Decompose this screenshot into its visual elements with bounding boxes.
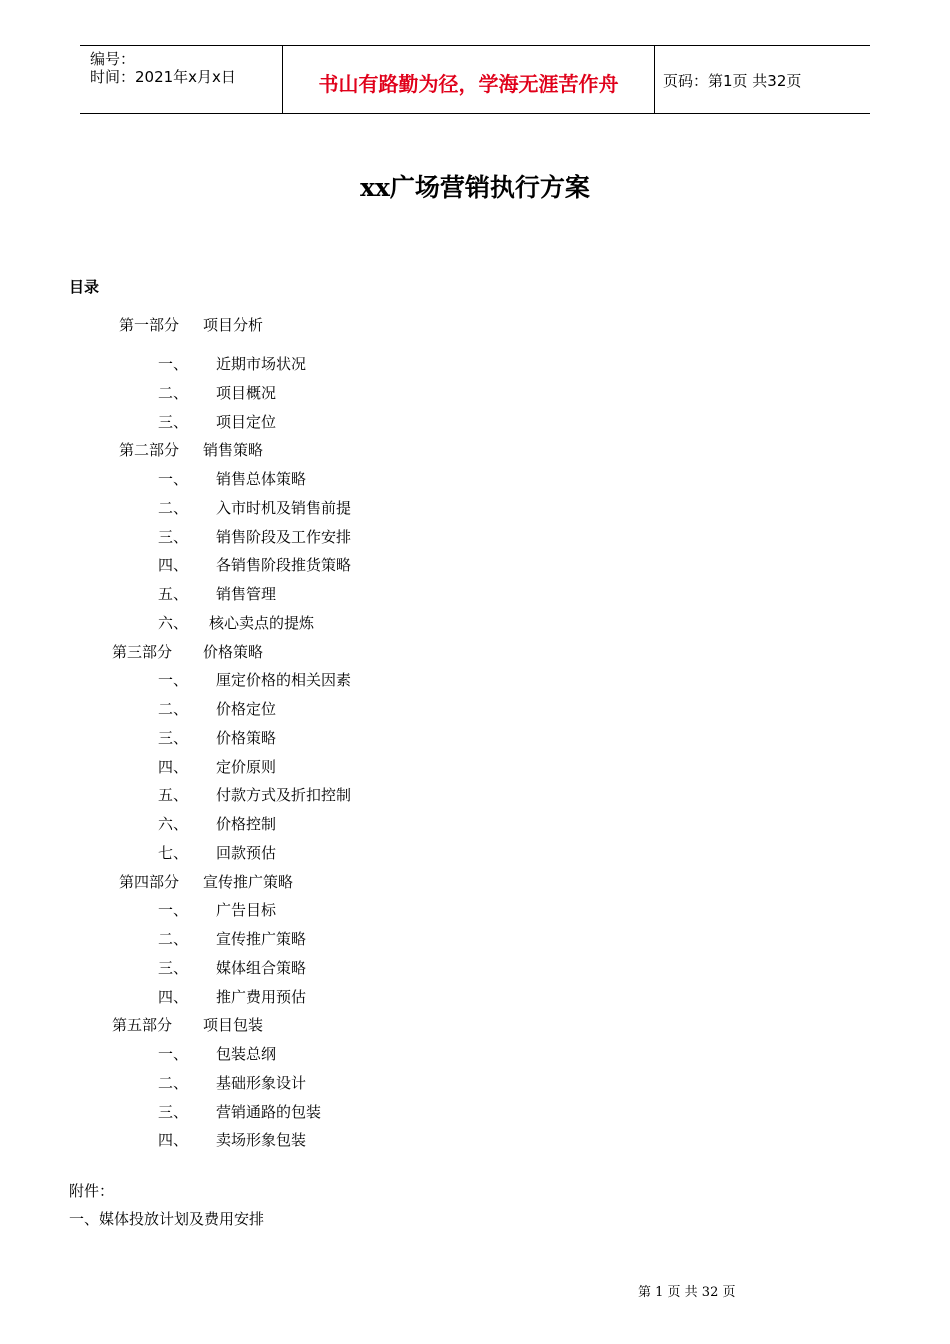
toc-row-title: 销售总体策略 [216, 470, 307, 488]
toc-row-title: 销售阶段及工作安排 [216, 527, 352, 546]
document-number-label: 编号： [90, 50, 136, 68]
toc-row-number: 一、 [158, 671, 189, 690]
toc-row-title: 宣传推广策略 [203, 872, 294, 891]
toc-part-row [0, 871, 600, 893]
toc-row-number: 二、 [158, 700, 189, 718]
toc-row-title: 营销通路的包装 [216, 1102, 322, 1121]
toc-row-number: 第一部分 [119, 316, 180, 334]
toc-section-row [0, 554, 600, 576]
toc-section-row [0, 526, 600, 548]
toc-row-number: 第四部分 [119, 872, 180, 891]
header-page-cell [655, 46, 870, 113]
toc-section-row [0, 669, 600, 691]
toc-row-title: 价格定位 [216, 700, 277, 718]
toc-row-number: 五、 [158, 585, 189, 603]
toc-section-row [0, 497, 600, 519]
toc-section-row [0, 784, 600, 806]
toc-row-title: 项目定位 [216, 412, 277, 431]
toc-row-number: 第三部分 [112, 642, 173, 661]
toc-row-title: 价格策略 [216, 728, 277, 747]
header-table [80, 45, 870, 114]
toc-row-title: 广告目标 [216, 901, 277, 920]
toc-row-title: 入市时机及销售前提 [216, 498, 352, 517]
appendix-label: 附件： [69, 1182, 115, 1200]
page-footer: 第 1 页 共 32 页 [638, 1285, 736, 1300]
toc-row-number: 三、 [158, 1102, 189, 1121]
toc-row-number: 二、 [158, 930, 189, 948]
toc-row-title: 卖场形象包装 [216, 1131, 307, 1150]
toc-section-row [0, 353, 600, 375]
toc-section-row [0, 842, 600, 864]
toc-row-title: 价格控制 [216, 815, 277, 833]
toc-row-title: 付款方式及折扣控制 [216, 786, 352, 805]
header-motto: 书山有路勤为径，学海无涯苦作舟 [318, 72, 619, 96]
toc-row-title: 销售策略 [203, 441, 264, 460]
toc-row-title: 价格策略 [203, 642, 264, 661]
toc-row-number: 四、 [158, 757, 189, 776]
toc-row-title: 定价原则 [216, 757, 277, 776]
toc-row-title: 项目分析 [203, 316, 264, 334]
toc-section-row [0, 411, 600, 433]
toc-row-number: 五、 [158, 786, 189, 805]
toc-row-title: 厘定价格的相关因素 [216, 671, 352, 690]
toc-section-row [0, 756, 600, 778]
header-page-code: 页码：第1页 共32页 [663, 72, 802, 90]
header-info-cell [80, 46, 282, 113]
toc-row-title: 项目概况 [216, 383, 277, 402]
toc-section-row [0, 1101, 600, 1123]
toc-row-number: 二、 [158, 383, 189, 402]
toc-section-row [0, 583, 600, 605]
toc-section-row [0, 813, 600, 835]
toc-row-number: 第二部分 [119, 441, 180, 460]
toc-section-row [0, 1043, 600, 1065]
toc-row-title: 包装总纲 [216, 1045, 277, 1063]
toc-part-row [0, 1014, 600, 1036]
toc-section-row [0, 899, 600, 921]
appendix-item: 一、媒体投放计划及费用安排 [69, 1210, 265, 1228]
toc-row-number: 一、 [158, 1045, 189, 1063]
toc-section-row [0, 1072, 600, 1094]
toc-section-row [0, 928, 600, 950]
toc-row-number: 四、 [158, 1131, 189, 1150]
toc-row-number: 三、 [158, 958, 189, 977]
toc-heading: 目录 [69, 278, 100, 296]
toc-section-row [0, 698, 600, 720]
toc-row-title: 项目包装 [203, 1016, 264, 1035]
toc-row-title: 媒体组合策略 [216, 958, 307, 977]
toc-row-number: 二、 [158, 1073, 189, 1092]
header-motto-cell [282, 46, 655, 113]
toc-row-title: 推广费用预估 [216, 987, 307, 1006]
toc-row-number: 三、 [158, 412, 189, 431]
toc-row-title: 基础形象设计 [216, 1073, 307, 1092]
toc-row-title: 宣传推广策略 [216, 930, 307, 948]
toc-row-number: 一、 [158, 470, 189, 488]
document-title: xx广场营销执行方案 [360, 173, 590, 202]
toc-row-number: 四、 [158, 987, 189, 1006]
toc-part-row [0, 314, 600, 336]
toc-row-number: 一、 [158, 901, 189, 920]
toc-row-number: 一、 [158, 355, 189, 373]
toc-section-row [0, 468, 600, 490]
toc-row-number: 三、 [158, 527, 189, 546]
toc-section-row [0, 382, 600, 404]
toc-section-row [0, 957, 600, 979]
toc-row-number: 六、 [158, 815, 189, 833]
toc-row-number: 三、 [158, 728, 189, 747]
toc-row-title: 回款预估 [216, 843, 277, 862]
toc-row-number: 二、 [158, 498, 189, 517]
toc-section-row [0, 612, 600, 634]
toc-row-title: 近期市场状况 [216, 355, 307, 373]
toc-row-number: 四、 [158, 556, 189, 575]
document-time-label: 时间：2021年x月x日 [90, 68, 236, 86]
toc-section-row [0, 986, 600, 1008]
toc-row-title: 各销售阶段推货策略 [216, 556, 352, 575]
toc-row-number: 六、 [158, 613, 189, 632]
toc-section-row [0, 727, 600, 749]
toc-row-title: 销售管理 [216, 585, 277, 603]
toc-part-row [0, 439, 600, 461]
toc-row-number: 七、 [158, 843, 189, 862]
toc-part-row [0, 641, 600, 663]
toc-row-title: 核心卖点的提炼 [209, 613, 315, 632]
toc-row-number: 第五部分 [112, 1016, 173, 1035]
toc-section-row [0, 1129, 600, 1151]
